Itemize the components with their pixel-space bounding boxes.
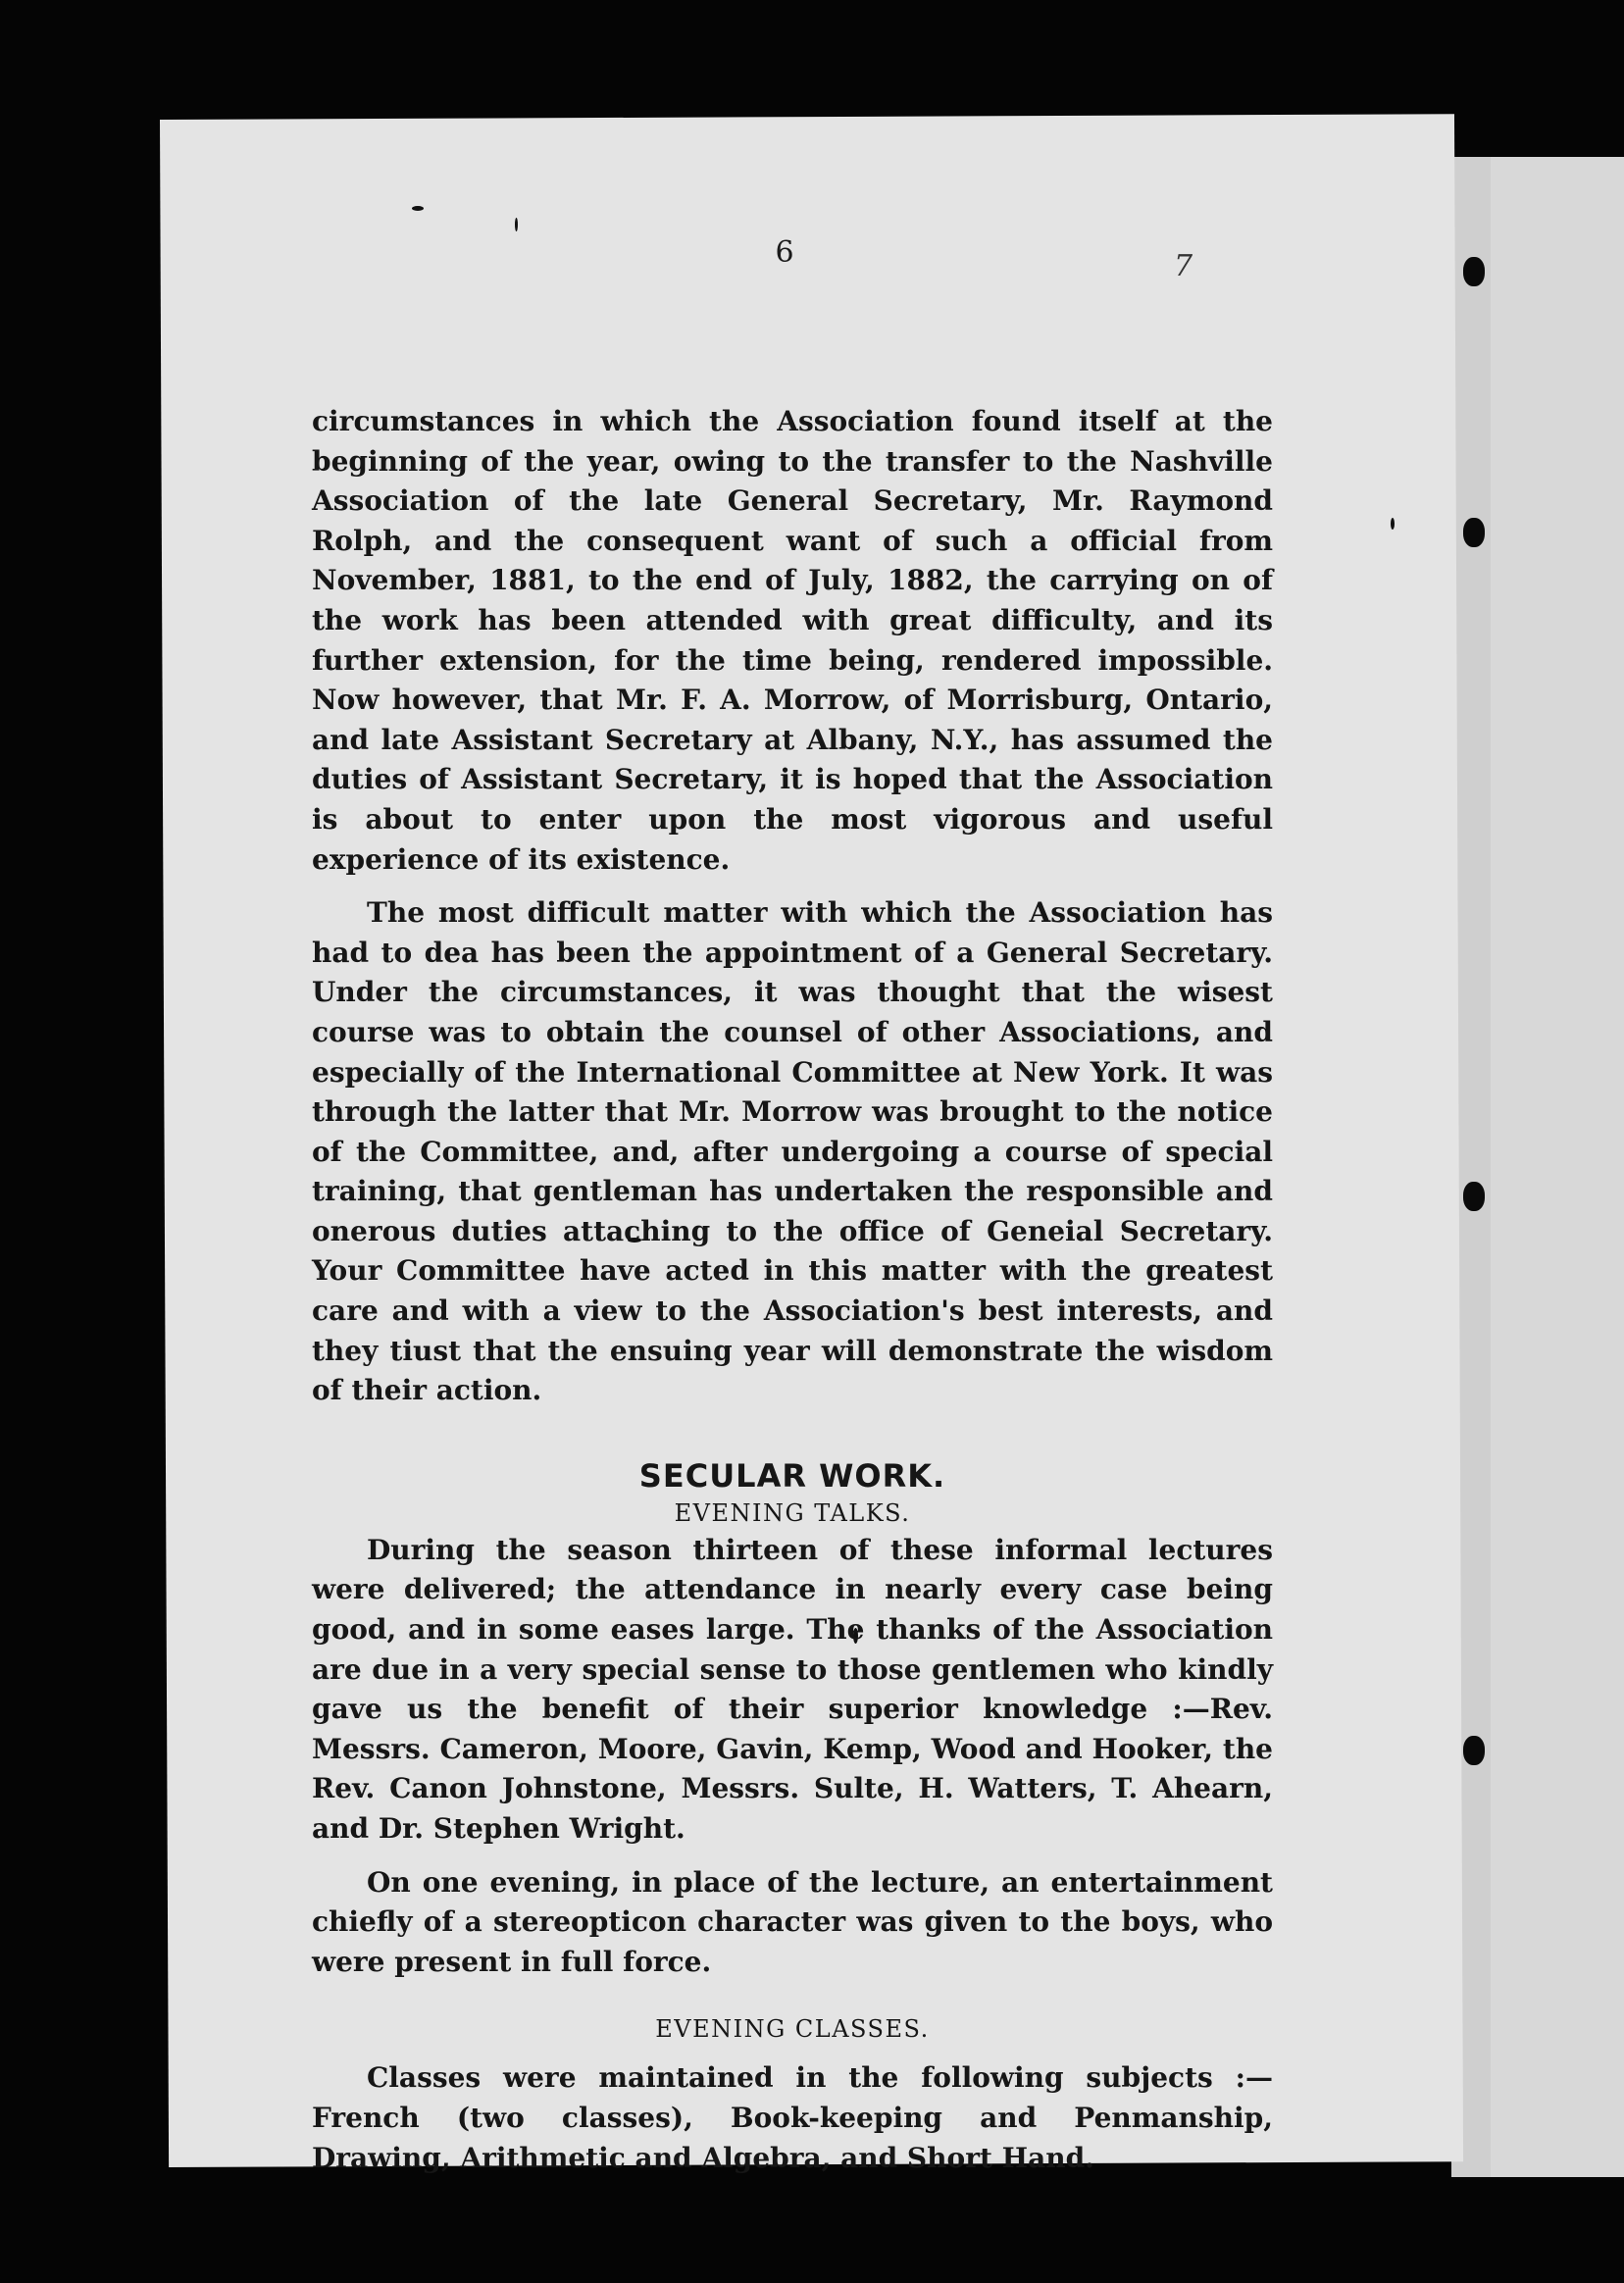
handwritten-page-mark: 7 (1174, 249, 1193, 283)
subheading-evening-talks: EVENING TALKS. (674, 1498, 911, 1527)
subheading-evening-classes: EVENING CLASSES. (655, 2015, 930, 2044)
binding-stitch (1463, 1182, 1485, 1211)
section-heading: SECULAR WORK. (638, 1456, 946, 1495)
adjacent-page-edge (1491, 157, 1624, 2177)
paragraph: During the season thirteen of these informal lectures were delivered; the attendance in nearly every case being good, and in some eases large. The thanks of the Association are due in a very special sense to those gentlemen who kindly gave us the benefit of their superior knowledge :—Rev. Messrs. Cameron, Moore, Gavin, Kemp, Wood and Hooker, the Rev. Canon Johnstone, Messrs. Sulte, H. Watters, T. Ahearn, and Dr. Stephen Wright. (312, 1533, 1273, 1845)
page-text (312, 402, 1273, 2178)
binding-stitch (1463, 518, 1485, 547)
page-number: 6 (775, 235, 794, 270)
paragraph: The most difficult matter with which the Association has had to dea has been the appointment of a General Secretary. Under the circumstances, it was thought that the wisest course was to obtain the counsel of other Associations, and especially of the International Committee at New York. It was through the latter that Mr. Morrow was brought to the notice of the Committee, and, after undergoing a course of special training, that gentleman has undertaken the responsible and onerous duties attaching to the office of Geneial Secretary. Your Committee have acted in this matter with the greatest care and with a view to the Association's best interests, and they tiust that the ensuing year will demonstrate the wisdom of their action. (312, 896, 1273, 1407)
scan-speck (515, 218, 518, 231)
scan-speck (1391, 518, 1395, 530)
binding-stitch (1463, 257, 1485, 286)
paragraph: On one evening, in place of the lecture, an entertainment chiefly of a stereopticon character was given to the boys, who were present in full force. (312, 1865, 1273, 1978)
scan-speck (412, 206, 424, 211)
paragraph: Classes were maintained in the following subjects :—French (two classes), Book-keeping and Penmanship, Drawing, Arithmetic and Algebra, and Short Hand. (312, 2061, 1273, 2174)
binding-stitch (1463, 1736, 1485, 1765)
paragraph: circumstances in which the Association found itself at the beginning of the year, owing to the transfer to the Nashville Association of the late General Secretary, Mr. Raymond Rolph, and the consequent want of such a official from November, 1881, to the end of July, 1882, the carrying on of the work has been attended with great difficulty, and its further extension, for the time being, rendered impossible. Now however, that Mr. F. A. Morrow, of Morrisburg, Ontario, and late Assistant Secretary at Albany, N.Y., has assumed the duties of Assistant Secretary, it is hoped that the Association is about to enter upon the most vigorous and useful experience of its existence. (312, 405, 1273, 876)
